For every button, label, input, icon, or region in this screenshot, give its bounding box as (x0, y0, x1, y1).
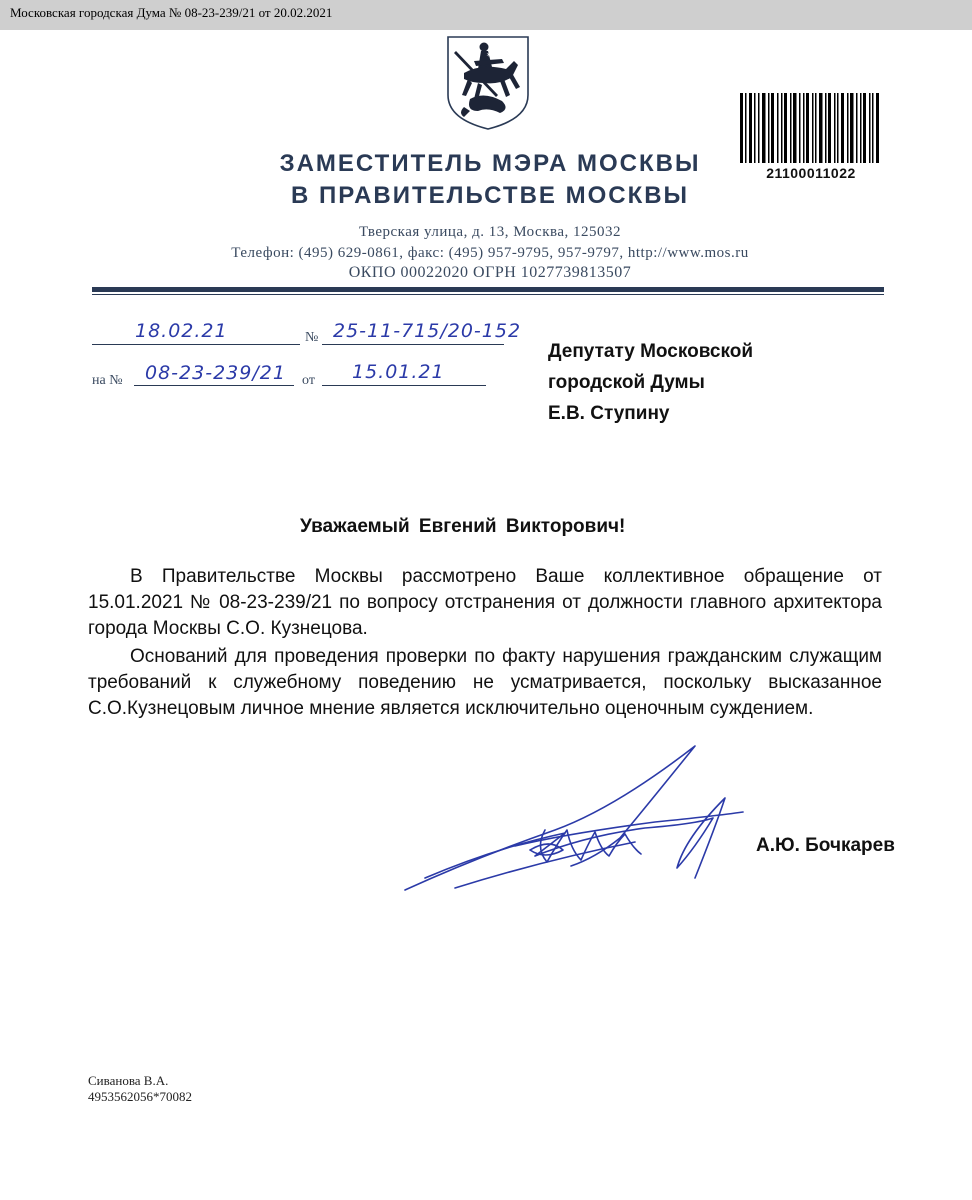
recipient-line3: Е.В. Ступину (548, 403, 670, 424)
from-label: от (302, 373, 315, 388)
header-bar (0, 0, 972, 30)
executor-name: Сиванова В.А. (88, 1073, 169, 1088)
contacts-line: Телефон: (495) 629-0861, факс: (495) 957-9795, 957-9797, http://www.mos.ru (231, 245, 749, 261)
outgoing-date: 18.02.21 (135, 320, 228, 342)
number-field-line (322, 344, 504, 345)
reply-date: 15.01.21 (352, 361, 445, 383)
recipient-line1: Депутату Московской (548, 341, 754, 362)
barcode-number: 21100011022 (766, 165, 856, 181)
address-line: Тверская улица, д. 13, Москва, 125032 (358, 224, 622, 240)
header-bar-text: Московская городская Дума № 08-23-239/21 от 20.02.2021 (10, 5, 333, 20)
letterhead-divider-thin (92, 294, 884, 295)
office-title-line1: ЗАМЕСТИТЕЛЬ МЭРА МОСКВЫ (279, 150, 701, 177)
date-field-line (92, 344, 300, 345)
registry-codes-line: ОКПО 00022020 ОГРН 1027739813507 (348, 264, 632, 281)
number-label: № (305, 330, 319, 345)
signatory-name: А.Ю. Бочкарев (756, 835, 895, 856)
barcode (740, 93, 882, 163)
reply-number-field-line (134, 385, 294, 386)
svg-text:✶: ✶ (486, 51, 492, 59)
recipient-line2: городской Думы (548, 372, 705, 393)
executor-phone: 4953562056*70082 (88, 1089, 192, 1104)
body-paragraph-2: Оснований для проведения проверки по факту нарушения гражданским служащим требований к служебному поведению не усматривается, поскольку высказанное С.О.Кузнецовым личное мнение является исключительно оценочным суждением. (88, 646, 882, 719)
letterhead-divider (92, 287, 884, 292)
outgoing-number: 25-11-715/20-152 (333, 320, 522, 342)
reply-number: 08-23-239/21 (145, 362, 286, 384)
moscow-coat-of-arms-icon (444, 33, 532, 131)
reply-number-label: на № (92, 373, 123, 388)
handwritten-signature (395, 738, 760, 898)
body-paragraph-1: В Правительстве Москвы рассмотрено Ваше коллективное обращение от 15.01.2021 № 08-23-239/21 по вопросу отстранения от должности главного архитектора города Москвы С.О. Кузнецова. (88, 566, 882, 639)
greeting: Уважаемый Евгений Викторович! (300, 516, 626, 537)
office-title-line2: В ПРАВИТЕЛЬСТВЕ МОСКВЫ (290, 182, 690, 209)
reply-date-field-line (322, 385, 486, 386)
